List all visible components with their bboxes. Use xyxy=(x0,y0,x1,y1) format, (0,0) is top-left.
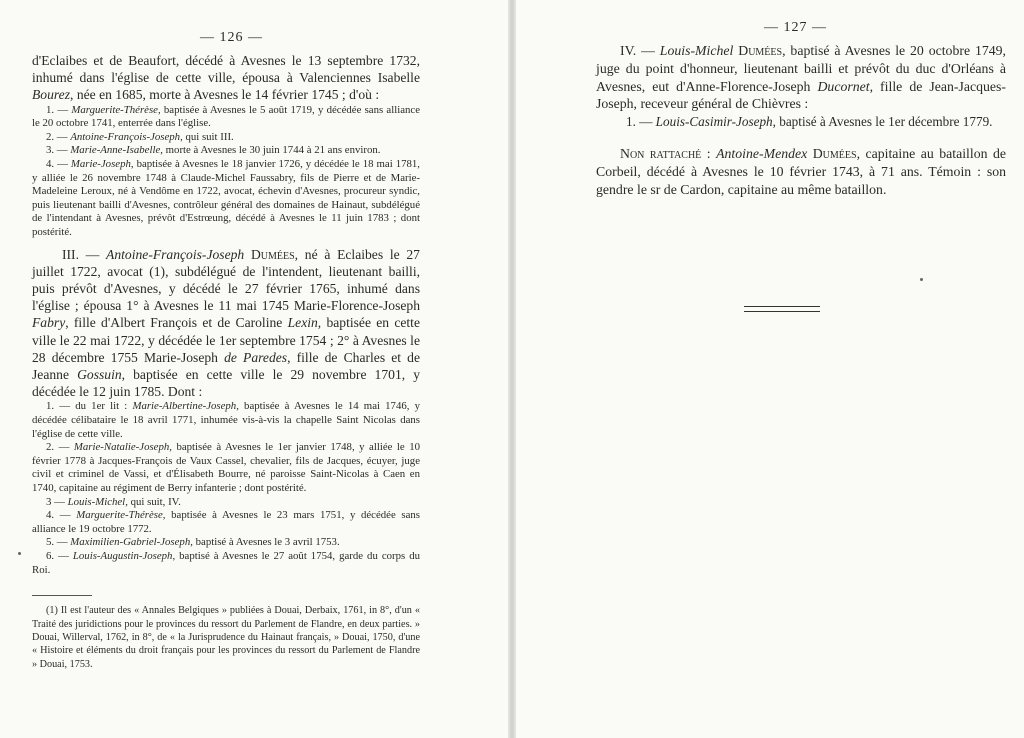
section-iv-paragraph xyxy=(596,42,1006,113)
right-page xyxy=(516,0,1024,738)
item-text: , baptisée à Avesnes le 1er janvier 1748, y alliée le 10 février 1778 à Jacques-François de Vaux Cassel, chevalier, fils de Jacques, écuyer, juge civil et criminel de Vassi, et d'Élisabeth Bourre, né paroisse Saint-Nicolas à Caen en 1740, capitaine au régiment de Berry infanterie ; dont postérité. xyxy=(32,441,421,494)
text-column xyxy=(32,52,420,671)
item-text: , baptisée à Avesnes le 23 mars 1751, y décédée sans alliance le 19 octobre 1772. xyxy=(32,509,421,535)
list-item: 3. — Marie-Anne-Isabelle, morte à Avesnes le 30 juin 1744 à 21 ans environ. xyxy=(46,144,381,157)
item-text: , baptisée à Avesnes le 5 août 1719, y décédée sans alliance le 20 octobre 1741, enterrée dans l'église. xyxy=(32,103,420,130)
intro-name: Bourez xyxy=(32,87,71,103)
unattached-paragraph xyxy=(596,145,1006,198)
item-text: , morte à Avesnes le 30 juin 1744 à 21 ans environ. xyxy=(160,144,381,157)
item-number: 3 — xyxy=(46,495,65,508)
page-number: — 127 — xyxy=(764,20,827,35)
footnote-divider xyxy=(32,595,92,596)
item-number: 5. — xyxy=(46,536,68,549)
footnote: (1) Il est l'auteur des « Annales Belgiques » publiées à Douai, Derbaix, 1761, in 8°, d'un « Traité des juridictions pour le provinces du ressort du Parlement de Flandre, en deux parties. » Douai, Willerval, 1762, in 8°, de « la Jurisprudence du Hainaut français, » Douai, 1750, d'une « Histoire et éléments du droit français pour les provinces du ressort du Parlement de Flandre » Douai, 1753. xyxy=(32,605,420,670)
item-name: Marie-Albertine-Joseph xyxy=(132,400,237,413)
item-number: 1. xyxy=(46,103,55,116)
ink-speck xyxy=(920,278,923,281)
page-number: — 126 — xyxy=(200,30,263,45)
spouse-name: Ducornet xyxy=(817,78,870,94)
children-list-b xyxy=(32,400,420,577)
list-item: 2. — Antoine-François-Joseph, qui suit III. xyxy=(46,130,234,143)
para-text: , fille d'Albert François et de Caroline xyxy=(65,315,283,331)
para-text: , né à Eclaibes le 27 juillet 1722, avocat (1), subdélégué de l'intendent, lieutenant bailli, puis prévôt d'Avesnes, y décédé le 27 février 1765, inhumé dans l'église ; épousa 1° à Avesnes le 11 mai 1745 Marie-Florence-Joseph xyxy=(32,246,420,314)
item-number: 4. — xyxy=(46,509,71,522)
item-text: , baptisé à Avesnes le 3 avril 1753. xyxy=(190,536,340,549)
list-item xyxy=(32,496,420,510)
item-number: 4. xyxy=(46,157,55,170)
item-number: 2. xyxy=(46,130,55,143)
spouse-name: Lexin xyxy=(287,315,318,331)
spouse-name: Gossuin xyxy=(77,366,122,382)
person-name: Antoine-Mendex xyxy=(716,145,808,161)
list-item: 4. — Marie-Joseph, baptisée à Avesnes le 18 janvier 1726, y décédée le 18 mai 1781, y alliée le 26 novembre 1748 à Claude-Michel Faussabry, fils de Pierre et de Marie-Madeleine Leroux, né à Vendôme en 1722, avocat, échevin d'Avesnes, procureur syndic, puis lieutenant bailli d'Avesnes, contrôleur général des domaines de Hainaut, subdélégué de l'intendant à Avesnes, prévôt d'Estrœung, décédé à Avesnes le 11 juin 1783 ; dont postérité. xyxy=(32,157,420,238)
list-item xyxy=(32,509,420,536)
item-number: 3. xyxy=(46,144,55,157)
item-text: , baptisée à Avesnes le 14 mai 1746, y décédée célibataire le 18 avril 1771, inhumée vis-à-vis la chapelle Saint Nicolas dans l'église de cette ville. xyxy=(32,400,420,440)
end-rule xyxy=(744,306,820,312)
left-page xyxy=(0,0,508,738)
children-list-a xyxy=(32,104,420,240)
text-column xyxy=(596,42,1006,198)
item-text: , baptisé à Avesnes le 27 août 1754, garde du corps du Roi. xyxy=(32,549,421,576)
para-text: , fille de Charles et de Jeanne xyxy=(32,349,420,382)
item-name: Louis-Augustin-Joseph xyxy=(72,549,173,562)
item-text: , qui suit III. xyxy=(180,130,234,143)
para-text: , fille de Jean-Jacques-Joseph, receveur général de Chièvres : xyxy=(596,78,1006,112)
item-name: Louis-Casimir-Joseph xyxy=(655,114,773,130)
para-text: , baptisée en cette ville le 29 novembre 1701, y décédée le 12 juin 1785. Dont : xyxy=(32,366,420,400)
para-text: , capitaine au bataillon de Corbeil, décédé à Avesnes le 10 février 1743, à 71 ans. Témoin : son gendre le sr de Cardon, capitaine au même bataillon. xyxy=(596,145,1007,197)
item-text: , baptisée à Avesnes le 18 janvier 1726, y décédée le 18 mai 1781, y alliée le 26 novembre 1748 à Claude-Michel Faussabry, fils de Pierre et de Marie-Madeleine Leroux, né à Vendôme en 1722, avocat, échevin d'Avesnes, procureur syndic, puis lieutenant bailli d'Avesnes, contrôleur général des domaines de Hainaut, subdélégué de l'intendant à Avesnes, prévôt d'Estrœung, décédé à Avesnes le 11 juin 1783 ; dont postérité. xyxy=(32,157,420,238)
section-roman: III. — xyxy=(62,246,100,262)
spouse-name: de Paredes xyxy=(224,349,288,365)
list-item xyxy=(32,536,420,550)
list-item: 1. — Marguerite-Thérèse, baptisée à Avesnes le 5 août 1719, y décédée sans alliance le 20 octobre 1741, enterrée dans l'église. xyxy=(32,103,420,130)
ink-speck xyxy=(18,552,21,555)
item-number: 6. — xyxy=(46,549,69,562)
section-roman: IV. — xyxy=(620,43,655,58)
item-number: 1. — xyxy=(626,114,653,130)
para-text: , baptisée en cette ville le 22 mai 1722, y décédée le 1er septembre 1754 ; 2° à Avesnes le 28 décembre 1755 Marie-Joseph xyxy=(32,315,420,365)
item-number: 1. — du 1er lit : xyxy=(46,400,128,413)
item-text: , qui suit, IV. xyxy=(125,495,181,508)
person-surname: Dumées xyxy=(250,246,295,262)
item-name: Louis-Michel xyxy=(67,495,126,508)
item-name: Marie-Natalie-Joseph xyxy=(73,441,170,454)
list-item xyxy=(32,550,420,577)
person-name: Louis-Michel xyxy=(659,43,734,58)
list-item xyxy=(32,441,420,495)
list-item xyxy=(32,400,420,441)
book-gutter xyxy=(508,0,516,738)
spouse-name: Fabry xyxy=(32,315,66,331)
item-name: Marguerite-Thérèse xyxy=(71,103,158,116)
intro-text: d'Eclaibes et de Beaufort, décédé à Avesnes le 13 septembre 1732, inhumé dans l'église de cette ville, épousa à Valenciennes Isabelle xyxy=(32,53,420,86)
list-item xyxy=(596,113,1006,131)
intro-rest: , née en 1685, morte à Avesnes le 14 février 1745 ; d'où : xyxy=(70,87,380,103)
item-number: 2. — xyxy=(46,441,70,454)
item-name: Antoine-François-Joseph xyxy=(70,130,181,143)
item-name: Marguerite-Thérèse xyxy=(76,509,163,522)
item-text: , baptisé à Avesnes le 1er décembre 1779. xyxy=(772,114,993,130)
item-name: Marie-Anne-Isabelle xyxy=(70,144,161,157)
unattached-label: Non rattaché : xyxy=(620,145,711,161)
para-text: , baptisé à Avesnes le 20 octobre 1749, juge du point d'honneur, lieutenant bailli et prévôt du duc d'Orléans à Avesnes, eut d'Anne-Florence-Joseph xyxy=(596,43,1006,94)
item-name: Marie-Joseph xyxy=(70,157,131,170)
person-surname: Dumées xyxy=(738,43,783,58)
person-name: Antoine-François-Joseph xyxy=(106,246,245,262)
item-name: Maximilien-Gabriel-Joseph xyxy=(70,536,191,549)
section-iii-paragraph xyxy=(32,246,420,401)
intro-paragraph xyxy=(32,52,420,104)
person-surname: Dumées xyxy=(812,145,857,161)
